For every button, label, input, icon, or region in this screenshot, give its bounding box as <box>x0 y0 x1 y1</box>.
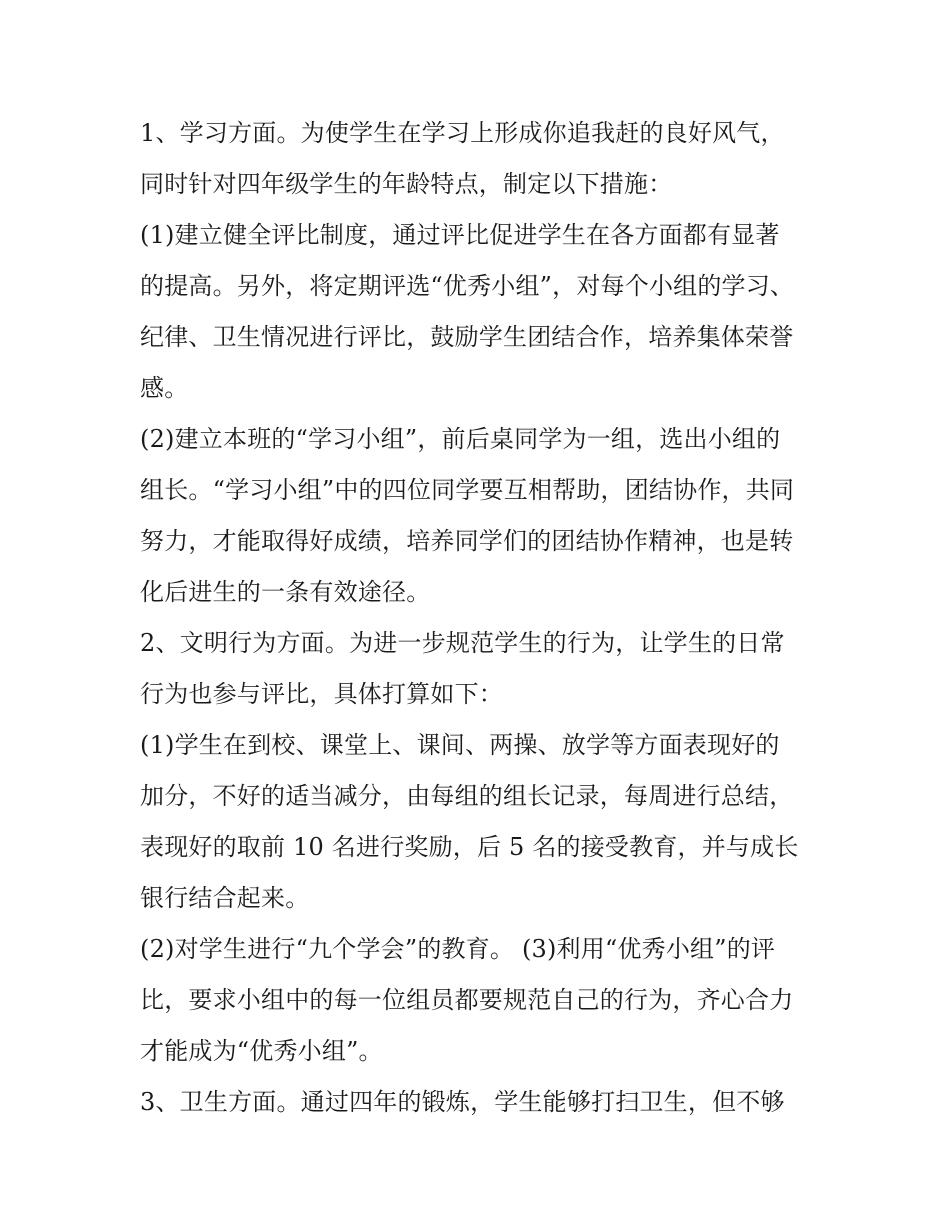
text-line: 行为也参与评比，具体打算如下： <box>140 680 503 708</box>
text-line: 银行结合起来。 <box>140 884 310 912</box>
text-line: (2)建立本班的“学习小组”，前后桌同学为一组，选出小组的 <box>140 425 781 453</box>
text-line: 2、文明行为方面。为进一步规范学生的行为，让学生的日常 <box>140 629 785 657</box>
text-line: (1)建立健全评比制度，通过评比促进学生在各方面都有显著 <box>140 221 780 249</box>
text-line: 表现好的取前 10 名进行奖励，后 5 名的接受教育，并与成长 <box>140 833 799 861</box>
text-line: 组长。“学习小组”中的四位同学要互相帮助，团结协作，共同 <box>140 476 795 504</box>
text-line: 才能成为“优秀小组”。 <box>140 1037 383 1065</box>
text-line: 1、学习方面。为使学生在学习上形成你追我赶的良好风气， <box>140 119 785 147</box>
text-line: (1)学生在到校、课堂上、课间、两操、放学等方面表现好的 <box>140 731 780 759</box>
text-line: 纪律、卫生情况进行评比，鼓励学生团结合作，培养集体荣誉 <box>140 323 794 351</box>
text-line: 3、卫生方面。通过四年的锻炼，学生能够打扫卫生，但不够 <box>140 1088 785 1116</box>
text-line: 化后进生的一条有效途径。 <box>140 578 431 606</box>
text-line: 同时针对四年级学生的年龄特点，制定以下措施： <box>140 170 673 198</box>
text-line: 的提高。另外，将定期评选“优秀小组”，对每个小组的学习、 <box>140 272 795 300</box>
text-line: 加分，不好的适当减分，由每组的组长记录，每周进行总结， <box>140 782 794 810</box>
text-line: 努力，才能取得好成绩，培养同学们的团结协作精神，也是转 <box>140 527 794 555</box>
document-body <box>140 108 830 1128</box>
text-line: 感。 <box>140 374 189 402</box>
text-line: (2)对学生进行“九个学会”的教育。 (3)利用“优秀小组”的评 <box>140 935 776 963</box>
text-line: 比，要求小组中的每一位组员都要规范自己的行为，齐心合力 <box>140 986 794 1014</box>
